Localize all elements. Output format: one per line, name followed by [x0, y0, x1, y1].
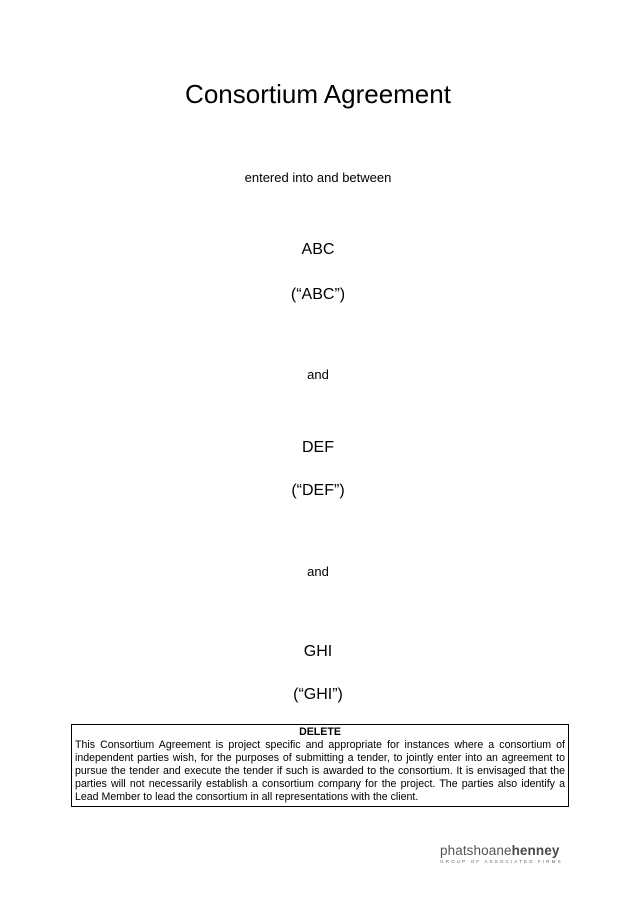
logo-tagline: GROUP OF ASSOCIATED FIRMS — [440, 859, 563, 864]
conjunction-text: and — [307, 564, 329, 579]
party-name: DEF — [302, 439, 334, 456]
party-name: GHI — [303, 643, 333, 660]
party-alias: (“GHI”) — [293, 686, 343, 703]
logo-light-text: phatshoane — [440, 843, 512, 858]
party-alias: (“DEF”) — [291, 482, 345, 499]
note-heading: DELETE — [299, 726, 341, 738]
conjunction-text: and — [307, 367, 329, 382]
document-title: Consortium Agreement — [185, 79, 451, 109]
logo-bold-text: henney — [511, 843, 560, 858]
note-body: This Consortium Agreement is project specific and appropriate for instances where a consortium of independent parties wish, for the purposes of submitting a tender, to jointly enter into an agreement to pursue the tender and execute the tender if such is awarded to the consortium. It is envisaged that the parties will not necessarily establish a consortium company for the project. The parties also identify a Lead Member to lead the consortium in all representations with the client. — [75, 739, 565, 803]
instruction-note-box — [71, 724, 569, 807]
logo-wordmark — [440, 843, 564, 858]
party-alias: (“ABC”) — [290, 286, 346, 303]
party-name: ABC — [301, 241, 335, 258]
intro-text: entered into and between — [244, 170, 392, 185]
firm-logo — [440, 843, 564, 865]
